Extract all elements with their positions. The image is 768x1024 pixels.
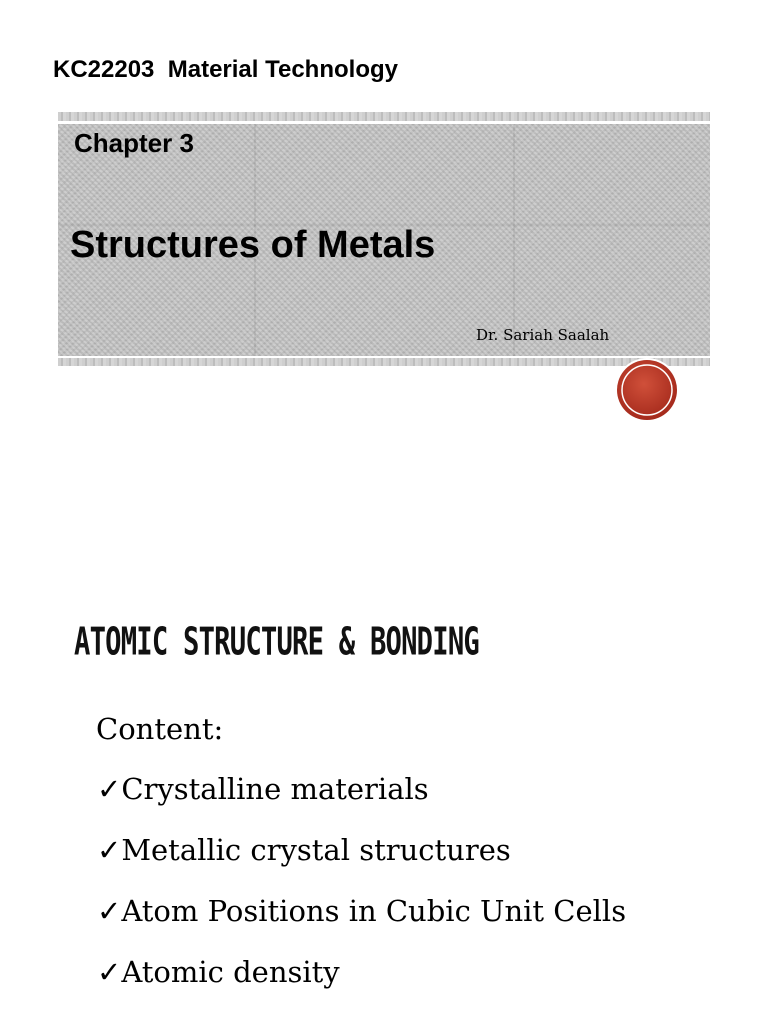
list-item	[97, 894, 626, 955]
checkmark-icon: ✓	[97, 955, 122, 989]
list-item	[97, 955, 626, 1016]
list-item-text: Atomic density	[121, 955, 340, 989]
banner-top-stripe	[58, 112, 710, 121]
checkmark-icon: ✓	[97, 833, 122, 867]
list-item	[97, 833, 626, 894]
author-name: Dr. Sariah Saalah	[476, 326, 610, 344]
content-label: Content:	[96, 712, 224, 746]
checkmark-icon: ✓	[97, 894, 122, 928]
red-circle-ornament-icon	[608, 357, 686, 423]
list-item-text: Crystalline materials	[121, 772, 429, 806]
list-item-text: Atom Positions in Cubic Unit Cells	[121, 894, 627, 928]
list-item-text: Metallic crystal structures	[121, 833, 511, 867]
course-title: KC22203 Material Technology	[53, 56, 398, 83]
content-list	[97, 772, 626, 1016]
section-heading: ATOMIC STRUCTURE & BONDING	[74, 620, 479, 665]
chapter-label: Chapter 3	[74, 128, 194, 158]
list-item	[97, 772, 626, 833]
slide-title: Structures of Metals	[70, 224, 436, 266]
checkmark-icon: ✓	[97, 772, 122, 806]
